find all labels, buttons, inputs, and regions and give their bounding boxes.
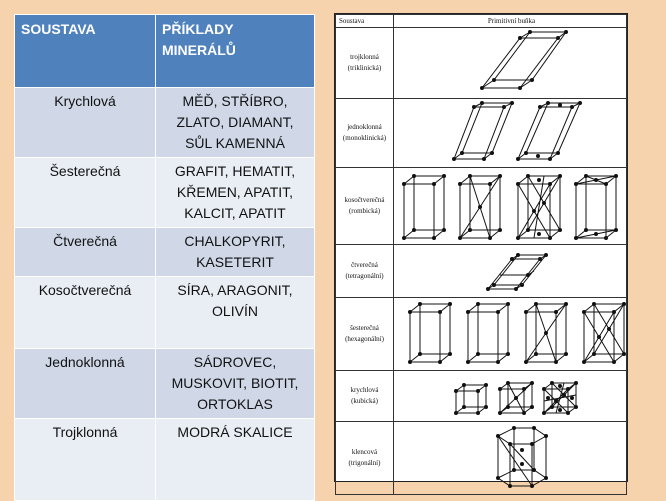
table-row xyxy=(336,298,627,371)
table-row xyxy=(15,419,315,501)
header-system: SOUSTAVA xyxy=(15,15,156,88)
hexagonal-cell-d xyxy=(584,304,624,362)
orthorhombic-base-centered-cell xyxy=(576,176,616,238)
header-examples: PŘÍKLADY MINERÁLŮ xyxy=(156,15,315,88)
table-row xyxy=(15,88,315,158)
system-label: krychlová (kubická) xyxy=(336,371,394,422)
triclinic-cell-figure xyxy=(394,28,627,99)
table-row xyxy=(336,371,627,422)
cubic-cell-figure xyxy=(394,371,627,422)
examples-cell: MĚĎ, STŘÍBRO, ZLATO, DIAMANT, SŮL KAMENNÁ xyxy=(156,88,315,158)
cubic-primitive-cell xyxy=(456,385,486,413)
examples-cell: GRAFIT, HEMATIT, KŘEMEN, APATIT, KALCIT, APATIT xyxy=(156,158,315,228)
system-cell: Kosočtverečná xyxy=(15,277,156,349)
examples-cell: MODRÁ SKALICE xyxy=(156,419,315,501)
header-soustava: Soustava xyxy=(336,15,394,28)
system-cell: Šesterečná xyxy=(15,158,156,228)
hexagonal-cell-figure xyxy=(394,298,627,371)
trigonal-cell-figure xyxy=(394,422,627,495)
tetragonal-cell-figure xyxy=(394,245,627,298)
header-primitivni-bunka: Primitivní buňka xyxy=(394,15,627,28)
system-cell: Krychlová xyxy=(15,88,156,158)
table-row xyxy=(336,28,627,99)
table-row xyxy=(336,245,627,298)
table-row xyxy=(336,422,627,495)
monoclinic-cell xyxy=(454,103,512,159)
orthorhombic-cell-figure xyxy=(394,168,627,245)
orthorhombic-primitive-cell xyxy=(404,176,444,238)
monoclinic-base-centered-cell xyxy=(518,103,580,159)
table-row xyxy=(15,228,315,277)
orthorhombic-face-centered-cell xyxy=(518,176,560,238)
examples-cell: CHALKOPYRIT, KASETERIT xyxy=(156,228,315,277)
examples-cell: SÁDROVEC, MUSKOVIT, BIOTIT, ORTOKLAS xyxy=(156,349,315,419)
table-row xyxy=(15,158,315,228)
system-cell: Trojklonná xyxy=(15,419,156,501)
system-label: klencová (trigonální) xyxy=(336,422,394,495)
system-label: čtverečná (tetragonální) xyxy=(336,245,394,298)
system-label: jednoklonná (monoklinická) xyxy=(336,99,394,168)
trigonal-hexagonal-prism xyxy=(498,428,546,486)
hexagonal-cell-a xyxy=(410,304,450,362)
system-cell: Čtverečná xyxy=(15,228,156,277)
table-row xyxy=(15,349,315,419)
system-label: kosočtverečná (rombická) xyxy=(336,168,394,245)
monoclinic-cell-figure xyxy=(394,99,627,168)
crystal-cell-table xyxy=(334,13,628,482)
hexagonal-cell-b xyxy=(468,304,508,362)
system-label: trojklonná (triklinická) xyxy=(336,28,394,99)
minerals-table xyxy=(14,14,315,501)
system-label: šesterečná (hexagonální) xyxy=(336,298,394,371)
table-row xyxy=(15,277,315,349)
table-row xyxy=(336,168,627,245)
examples-cell: SÍRA, ARAGONIT, OLIVÍN xyxy=(156,277,315,349)
tetragonal-cell xyxy=(488,255,546,289)
system-cell: Jednoklonná xyxy=(15,349,156,419)
table-row xyxy=(336,99,627,168)
